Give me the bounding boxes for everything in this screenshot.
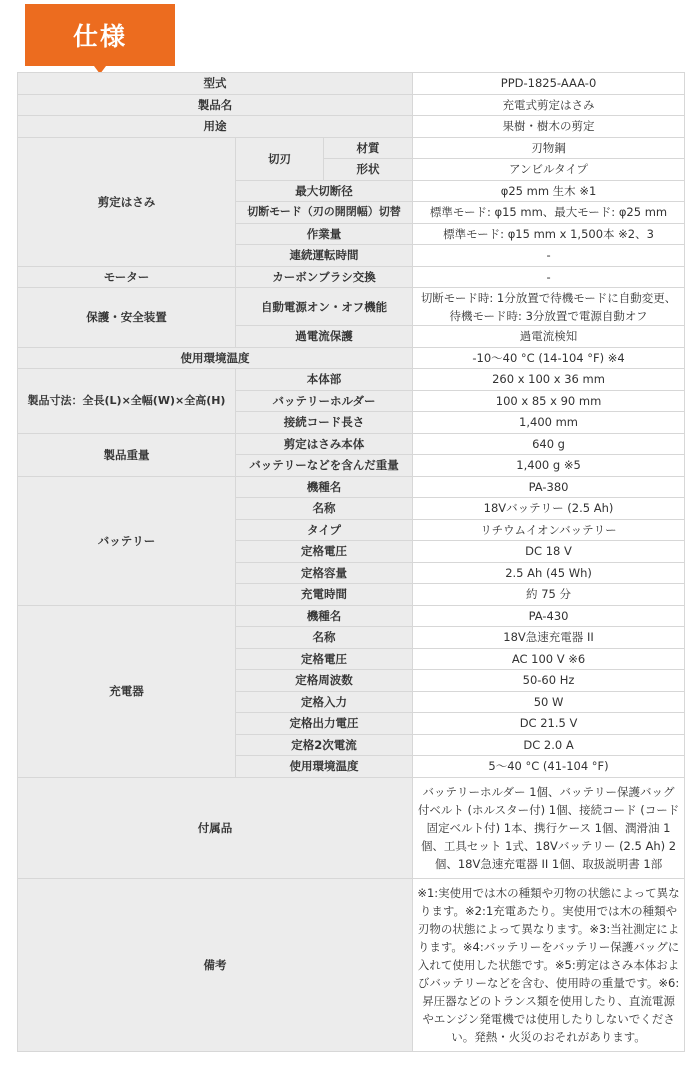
sub-group-label: 切刃 <box>236 137 324 180</box>
spec-value: 18V急速充電器 II <box>413 627 685 649</box>
table-row <box>18 288 685 326</box>
spec-label: 定格容量 <box>236 562 413 584</box>
table-row <box>18 94 685 116</box>
spec-label: 連続運転時間 <box>236 245 413 267</box>
group-label: 充電器 <box>18 605 236 777</box>
spec-value: 過電流検知 <box>413 326 685 348</box>
spec-label: バッテリーなどを含んだ重量 <box>236 455 413 477</box>
spec-label: 型式 <box>18 73 413 95</box>
spec-label: 充電時間 <box>236 584 413 606</box>
spec-value: PPD-1825-AAA-0 <box>413 73 685 95</box>
spec-value: DC 2.0 A <box>413 734 685 756</box>
spec-value: AC 100 V ※6 <box>413 648 685 670</box>
spec-value: 1,400 mm <box>413 412 685 434</box>
group-label: 製品重量 <box>18 433 236 476</box>
spec-value: 果樹・樹木の剪定 <box>413 116 685 138</box>
spec-label: 付属品 <box>18 777 413 878</box>
spec-label: 機種名 <box>236 605 413 627</box>
spec-label: タイプ <box>236 519 413 541</box>
spec-label: 備考 <box>18 878 413 1051</box>
spec-label: 機種名 <box>236 476 413 498</box>
table-row <box>18 73 685 95</box>
spec-value: 切断モード時: 1分放置で待機モードに自動変更、待機モード時: 3分放置で電源自動オフ <box>413 288 685 326</box>
group-label: バッテリー <box>18 476 236 605</box>
spec-value: 刃物鋼 <box>413 137 685 159</box>
spec-value: PA-380 <box>413 476 685 498</box>
spec-label: 定格電圧 <box>236 541 413 563</box>
group-label: 保護・安全装置 <box>18 288 236 348</box>
spec-label: 使用環境温度 <box>18 347 413 369</box>
spec-value: 50-60 Hz <box>413 670 685 692</box>
spec-label: 定格出力電圧 <box>236 713 413 735</box>
spec-value: アンビルタイプ <box>413 159 685 181</box>
table-row <box>18 433 685 455</box>
spec-value: DC 21.5 V <box>413 713 685 735</box>
spec-value: 100 x 85 x 90 mm <box>413 390 685 412</box>
spec-label: 最大切断径 <box>236 180 413 202</box>
spec-value: φ25 mm 生木 ※1 <box>413 180 685 202</box>
table-row <box>18 476 685 498</box>
spec-label: 製品名 <box>18 94 413 116</box>
spec-value: - <box>413 245 685 267</box>
spec-label: 定格周波数 <box>236 670 413 692</box>
spec-label: 定格入力 <box>236 691 413 713</box>
spec-value: 標準モード: φ15 mm x 1,500本 ※2、3 <box>413 223 685 245</box>
spec-label: 形状 <box>324 159 413 181</box>
spec-value: 50 W <box>413 691 685 713</box>
spec-label: 使用環境温度 <box>236 756 413 778</box>
spec-value: DC 18 V <box>413 541 685 563</box>
spec-value: 充電式剪定はさみ <box>413 94 685 116</box>
table-row <box>18 116 685 138</box>
spec-label: 名称 <box>236 498 413 520</box>
spec-label: 用途 <box>18 116 413 138</box>
spec-label: 定格2次電流 <box>236 734 413 756</box>
spec-label: 作業量 <box>236 223 413 245</box>
spec-label: カーボンブラシ交換 <box>236 266 413 288</box>
spec-value: リチウムイオンバッテリー <box>413 519 685 541</box>
table-row <box>18 605 685 627</box>
table-row <box>18 137 685 159</box>
spec-label: 過電流保護 <box>236 326 413 348</box>
spec-value: PA-430 <box>413 605 685 627</box>
spec-value: 標準モード: φ15 mm、最大モード: φ25 mm <box>413 202 685 224</box>
spec-value: 640 g <box>413 433 685 455</box>
notes-text: ※1:実使用では木の種類や刃物の状態によって異なります。※2:1充電あたり。実使用では木の種類や刃物の状態によって異なります。※3:当社測定によります。※4:バッテリーをバッテリー保護バッグに入れて使用した状態です。※5:剪定はさみ本体およびバッテリーなどを含む、使用時の重量です。※6:昇圧器などのトランス類を使用したり、直流電源やエンジン発電機では使用したりしないでください。発熱・火災のおそれがあります。 <box>413 878 685 1051</box>
spec-value: - <box>413 266 685 288</box>
spec-label: 本体部 <box>236 369 413 391</box>
table-row <box>18 369 685 391</box>
accessories-text: バッテリーホルダー 1個、バッテリー保護バッグ付ベルト (ホルスター付) 1個、接続コード (コード固定ベルト付) 1本、携行ケース 1個、潤滑油 1個、工具セット 1式、18Vバッテリー (2.5 Ah) 2個、18V急速充電器 II 1個、取扱説明書 1部 <box>413 777 685 878</box>
spec-label: 材質 <box>324 137 413 159</box>
table-row <box>18 347 685 369</box>
spec-value: 1,400 g ※5 <box>413 455 685 477</box>
group-label: 製品寸法：全長(L)×全幅(W)×全高(H) <box>18 369 236 434</box>
table-row <box>18 878 685 1051</box>
spec-label: 剪定はさみ本体 <box>236 433 413 455</box>
spec-value: 2.5 Ah (45 Wh) <box>413 562 685 584</box>
group-label: モーター <box>18 266 236 288</box>
group-label: 剪定はさみ <box>18 137 236 266</box>
table-row <box>18 777 685 878</box>
table-row <box>18 266 685 288</box>
spec-value: 18Vバッテリー (2.5 Ah) <box>413 498 685 520</box>
spec-label: 自動電源オン・オフ機能 <box>236 288 413 326</box>
spec-label: 接続コード長さ <box>236 412 413 434</box>
spec-label: 名称 <box>236 627 413 649</box>
spec-label: 定格電圧 <box>236 648 413 670</box>
spec-label: バッテリーホルダー <box>236 390 413 412</box>
spec-value: 約 75 分 <box>413 584 685 606</box>
spec-value: 260 x 100 x 36 mm <box>413 369 685 391</box>
spec-value: 5〜40 °C (41-104 °F) <box>413 756 685 778</box>
spec-table <box>17 72 685 1052</box>
page-title: 仕様 <box>25 4 175 66</box>
spec-value: -10〜40 °C (14-104 °F) ※4 <box>413 347 685 369</box>
spec-label: 切断モード（刃の開閉幅）切替 <box>236 202 413 224</box>
